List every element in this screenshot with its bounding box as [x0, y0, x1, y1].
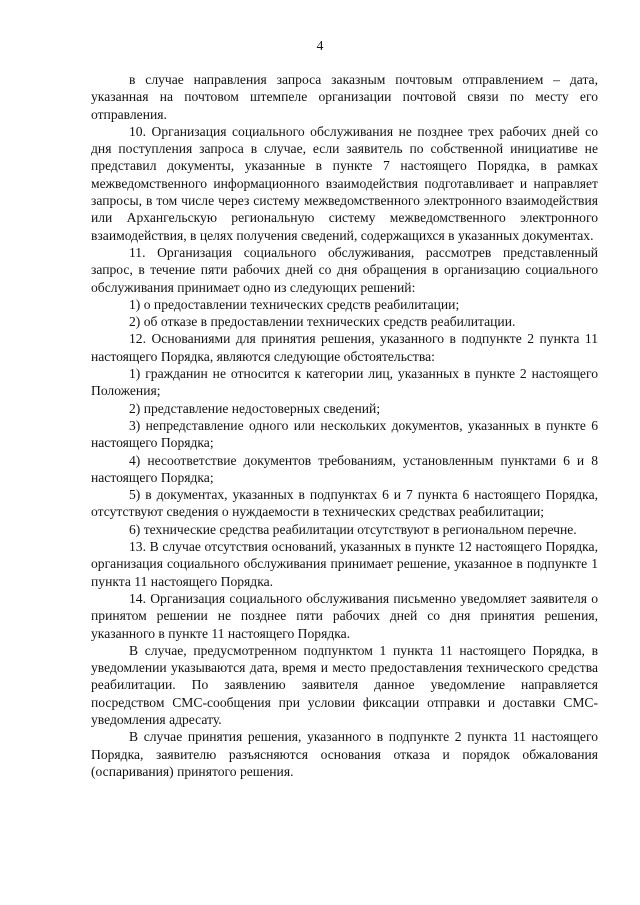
paragraph: 4) несоответствие документов требованиям, установленным пунктами 6 и 8 настоящего Порядка; [91, 452, 598, 485]
page-number: 4 [316, 38, 324, 53]
paragraph: 14. Организация социального обслуживания письменно уведомляет заявителя о принятом решении не позднее пяти рабочих дней со дня принятия решения, указанного в пункте 11 настоящего Порядка. [91, 590, 598, 641]
paragraph: 6) технические средства реабилитации отсутствуют в региональном перечне. [129, 521, 577, 537]
paragraph: в случае направления запроса заказным почтовым отправлением – дата, указанная на почтовом штемпеле организации почтовой связи по месту его отправления. [91, 72, 598, 122]
paragraph: 5) в документах, указанных в подпунктах 6 и 7 пункта 6 настоящего Порядка, отсутствуют сведения о нуждаемости в технических средствах реабилитации; [91, 487, 598, 520]
paragraph: 1) гражданин не относится к категории лиц, указанных в пункте 2 настоящего Положения; [91, 366, 598, 399]
paragraph: В случае принятия решения, указанного в подпункте 2 пункта 11 настоящего Порядка, заявителю разъясняются основания отказа и порядок обжалования (оспаривания) принятого решения. [91, 729, 598, 779]
paragraph: 2) представление недостоверных сведений; [129, 400, 381, 416]
document-body [91, 71, 598, 780]
paragraph: 11. Организация социального обслуживания, рассмотрев представленный запрос, в течение пяти рабочих дней со дня обращения в организацию социального обслуживания принимает одно из следующих решений: [91, 244, 598, 295]
paragraph: 12. Основаниями для принятия решения, указанного в подпункте 2 пункта 11 настоящего Порядка, являются следующие обстоятельства: [91, 331, 598, 364]
paragraph: 10. Организация социального обслуживания не позднее трех рабочих дней со дня поступления запроса в случае, если заявитель по собственной инициативе не представил документы, указанные в пункте 7 настоящего Порядка, в рамках межведомственного информационного взаимодействия подготавливает и направляет запросы, в том числе через систему межведомственного электронного взаимодействия или Архангельскую региональную систему межведомственного электронного взаимодействия, в целях получения сведений, содержащихся в указанных документах. [91, 123, 598, 243]
paragraph: 1) о предоставлении технических средств реабилитации; [129, 296, 460, 312]
paragraph: 2) об отказе в предоставлении технических средств реабилитации. [129, 314, 516, 330]
paragraph: В случае, предусмотренном подпунктом 1 пункта 11 настоящего Порядка, в уведомлении указываются дата, время и место предоставления технического средства реабилитации. По заявлению заявителя данное уведомление направляется посредством СМС-сообщения при условии фиксации отправки и доставки СМС-уведомления адресату. [91, 642, 598, 727]
paragraph: 13. В случае отсутствия оснований, указанных в пункте 12 настоящего Порядка, организация социального обслуживания принимает решение, указанное в подпункте 1 пункта 11 настоящего Порядка. [91, 539, 598, 589]
paragraph: 3) непредставление одного или нескольких документов, указанных в пункте 6 настоящего Порядка; [91, 417, 598, 451]
